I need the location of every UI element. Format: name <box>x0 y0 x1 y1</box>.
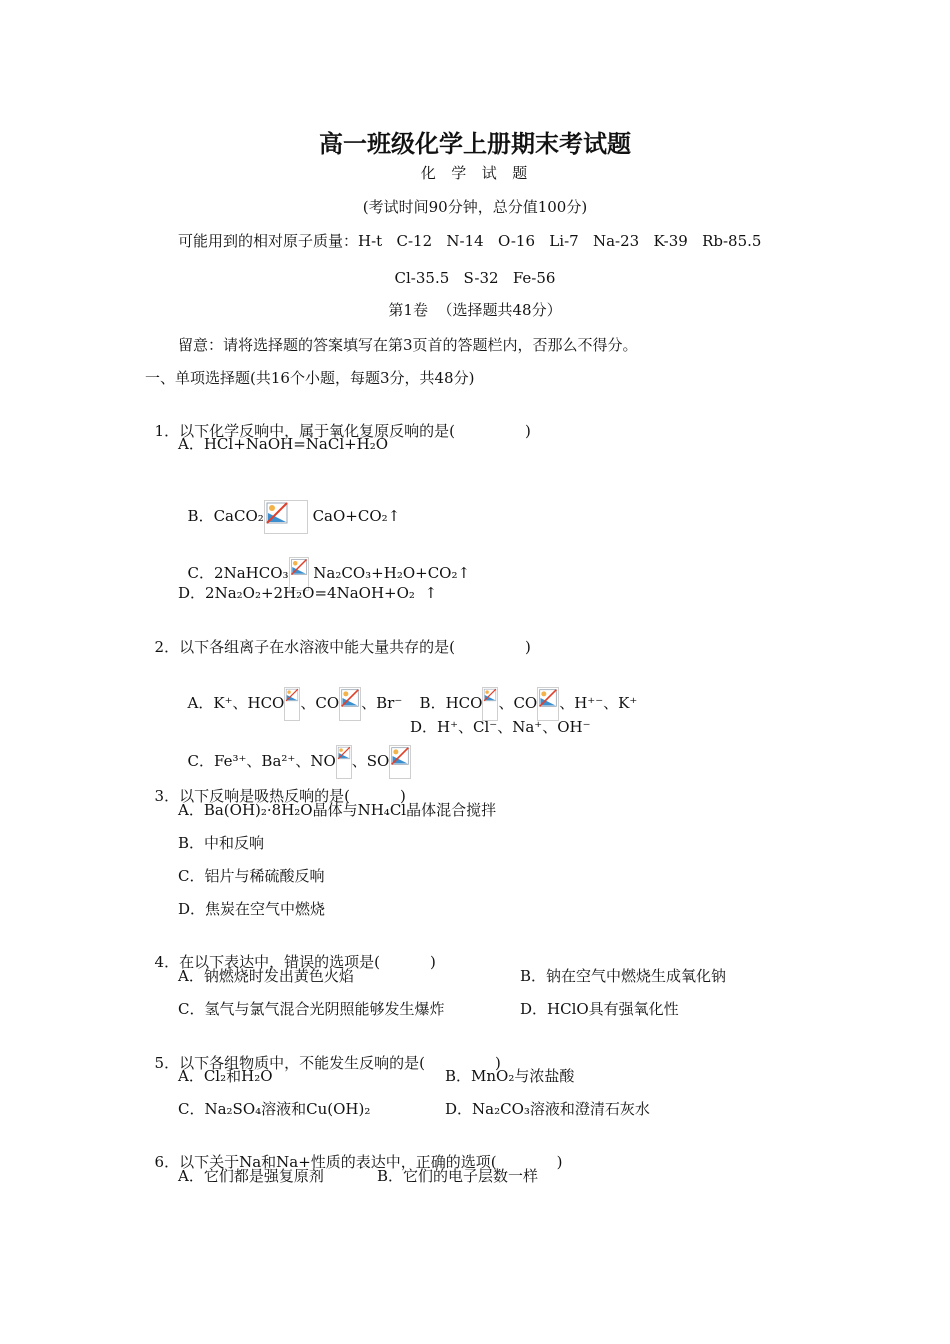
question-1-option-a: A．HCl+NaOH=NaCl+H₂O <box>178 435 389 453</box>
question-5-option-b: B．MnO₂与浓盐酸 <box>445 1067 575 1085</box>
question-1-text: 1．以下化学反响中，属于氧化复原反响的是( <box>154 422 455 440</box>
option-b-part-2: 、CO <box>498 694 538 712</box>
option-c-reactant: C．2NaHCO₃ <box>187 564 289 582</box>
question-4-option-b: B．钠在空气中燃烧生成氧化钠 <box>520 967 727 985</box>
option-c-products: Na₂CO₃+H₂O+CO₂↑ <box>313 564 471 582</box>
option-a-part-2: 、CO <box>300 694 340 712</box>
question-3-text: 3．以下反响是吸热反响的是( <box>154 787 350 805</box>
notice: 留意：请将选择题的答案填写在第3页首的答题栏内，否那么不得分。 <box>178 336 638 354</box>
option-b-part-3: 、H⁺⁻、K⁺ <box>559 694 638 712</box>
option-a-part-1: A．K⁺、HCO <box>187 694 285 712</box>
close-paren: ) <box>556 1153 563 1171</box>
question-4-text: 4．在以下表达中，错误的选项是( <box>154 953 380 971</box>
page-title: 高一班级化学上册期末考试题 <box>319 130 631 158</box>
question-3-option-c: C．铝片与稀硫酸反响 <box>178 867 325 885</box>
question-2-text: 2．以下各组离子在水溶液中能大量共存的是( <box>154 638 455 656</box>
question-1-option-d: D．2Na₂O₂+2H₂O=4NaOH+O₂ ↑ <box>178 584 438 602</box>
atomic-masses-line-1: 可能用到的相对原子质量：H-t C-12 N-14 O-16 Li-7 Na-23 K-39 Rb-85.5 <box>178 232 762 250</box>
question-3-option-b: B．中和反响 <box>178 834 265 852</box>
volume-title: 第1卷 （选择题共48分） <box>388 301 562 319</box>
close-paren: ) <box>399 787 406 805</box>
option-b-products: CaO+CO₂↑ <box>312 507 401 525</box>
question-5-option-c: C．Na₂SO₄溶液和Cu(OH)₂ <box>178 1100 371 1118</box>
atomic-masses-line-2: Cl-35.5 S-32 Fe-56 <box>394 269 556 287</box>
question-5-option-d: D．Na₂CO₃溶液和澄清石灰水 <box>445 1100 650 1118</box>
question-2-stem <box>145 617 531 657</box>
question-1-option-c <box>178 522 470 591</box>
question-5-text: 5．以下各组物质中，不能发生反响的是( <box>154 1054 425 1072</box>
close-paren: ) <box>524 422 531 440</box>
option-b-part-1: B．HCO <box>419 694 483 712</box>
question-2-option-d: D．H⁺、Cl⁻、Na⁺、OH⁻ <box>410 718 591 736</box>
option-c-part-2: 、SO <box>351 752 390 770</box>
option-a-part-3: 、Br⁻ <box>361 694 403 712</box>
close-paren: ) <box>494 1054 501 1072</box>
section-title: 一、单项选择题(共16个小题，每题3分，共48分) <box>145 369 475 387</box>
option-c-part-1: C．Fe³⁺、Ba²⁺、NO <box>187 752 336 770</box>
question-6-text: 6．以下关于Na和Na+性质的表达中，正确的选项( <box>154 1153 497 1171</box>
question-4-option-a: A．钠燃烧时发出黄色火焰 <box>178 967 354 985</box>
question-5-option-a: A．Cl₂和H₂O <box>178 1067 273 1085</box>
subtitle: 化 学 试 题 <box>420 164 530 182</box>
close-paren: ) <box>524 638 531 656</box>
question-6-option-a: A．它们都是强复原剂 <box>178 1167 324 1185</box>
option-b-reactant: B．CaCO₂ <box>187 507 264 525</box>
exam-info: (考试时间90分钟，总分值100分) <box>362 198 588 216</box>
question-4-option-d: D．HClO具有强氧化性 <box>520 1000 679 1018</box>
question-3-option-a: A．Ba(OH)₂·8H₂O晶体与NH₄Cl晶体混合搅拌 <box>178 801 497 819</box>
question-6-option-b: B．它们的电子层数一样 <box>377 1167 539 1185</box>
question-3-option-d: D．焦炭在空气中燃烧 <box>178 900 326 918</box>
question-4-option-c: C．氢气与氯气混合光阴照能够发生爆炸 <box>178 1000 445 1018</box>
close-paren: ) <box>429 953 436 971</box>
